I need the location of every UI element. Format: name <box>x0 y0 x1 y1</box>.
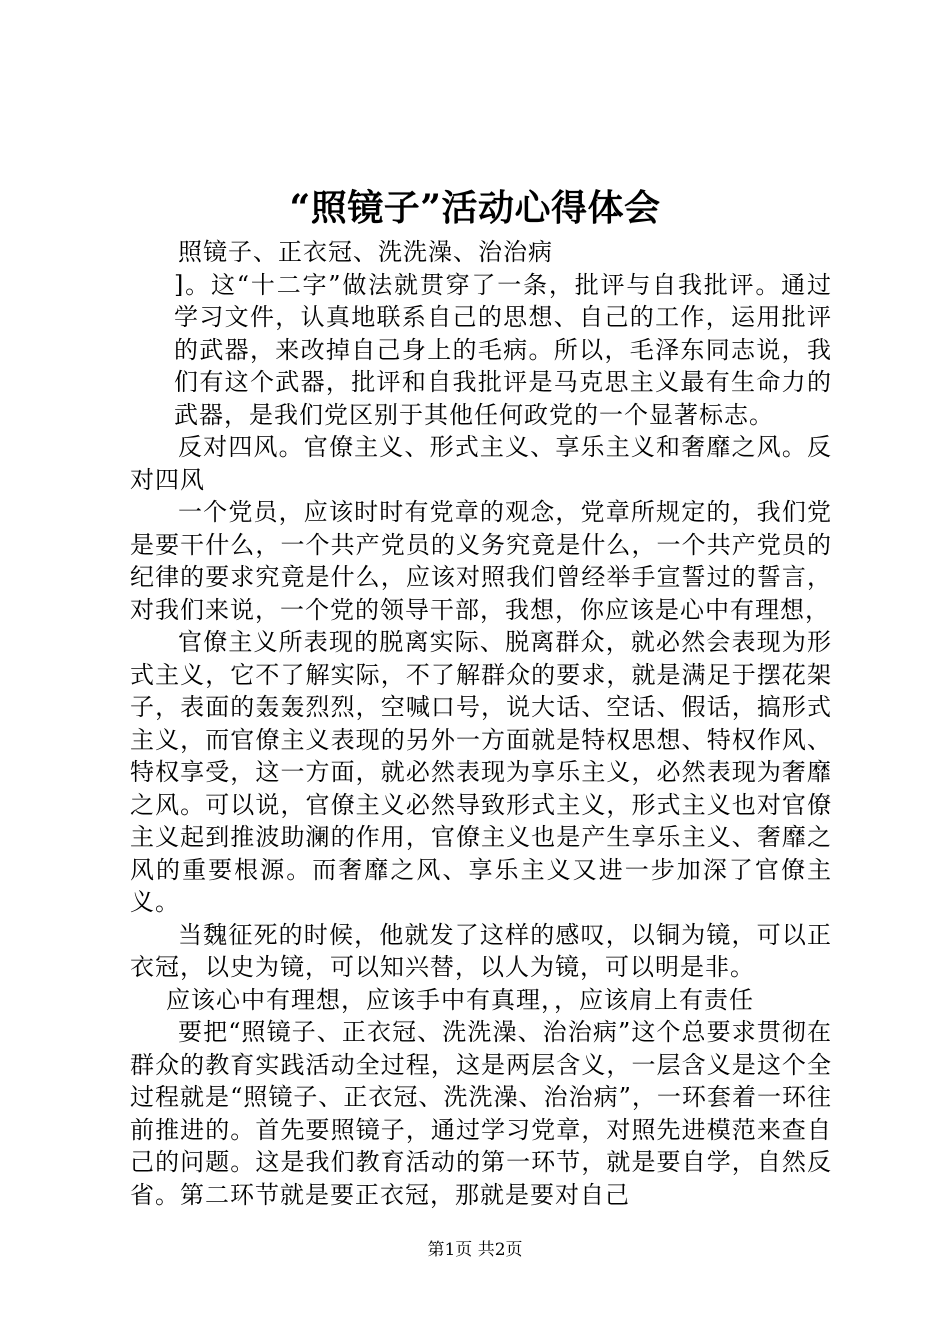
paragraph-7: 应该心中有理想，应该手中有真理，，应该肩上有责任 <box>166 985 754 1014</box>
paragraph-8: 要把“照镜子、正衣冠、洗洗澡、治治病”这个总要求贯彻在群众的教育实践活动全过程，这是两层含义，一层含义是这个全过程就是“照镜子、正衣冠、洗洗澡、治治病”，一环套着一环往前推进的。首先要照镜子，通过学习党章，对照先进模范来查自己的问题。这是我们教育活动的第一环节，就是要自学，自然反省。第二环节就是要正衣冠，那就是要对自己 <box>130 1018 832 1209</box>
paragraph-5: 官僚主义所表现的脱离实际、脱离群众，就必然会表现为形式主义，它不了解实际，不了解群众的要求，就是满足于摆花架子，表面的轰轰烈烈，空喊口号，说大话、空话、假话，搞形式主义，而官僚主义表现的另外一方面就是特权思想、特权作风、特权享受，这一方面，就必然表现为享乐主义，必然表现为奢靡之风。可以说，官僚主义必然导致形式主义，形式主义也对官僚主义起到推波助澜的作用，官僚主义也是产生享乐主义、奢靡之风的重要根源。而奢靡之风、享乐主义又进一步加深了官僚主义。 <box>130 628 832 916</box>
paragraph-6: 当魏征死的时候，他就发了这样的感叹，以铜为镜，可以正衣冠，以史为镜，可以知兴替，以人为镜，可以明是非。 <box>130 920 832 981</box>
paragraph-4: 一个党员，应该时时有党章的观念，党章所规定的，我们党是要干什么，一个共产党员的义务究竟是什么，一个共产党员的纪律的要求究竟是什么，应该对照我们曾经举手宣誓过的誓言，对我们来说，一个党的领导干部，我想，你应该是心中有理想， <box>130 498 832 624</box>
paragraph-3: 反对四风。官僚主义、形式主义、享乐主义和奢靡之风。反对四风 <box>130 433 832 494</box>
page-number: 第1页 共2页 <box>427 1240 523 1260</box>
document-body <box>130 236 832 1211</box>
paragraph-2: ]。这“十二字”做法就贯穿了一条，批评与自我批评。通过学习文件，认真地联系自己的思想、自己的工作，运用批评的武器，来改掉自己身上的毛病。所以，毛泽东同志说，我们有这个武器，批评和自我批评是马克思主义最有生命力的武器，是我们党区别于其他任何政党的一个显著标志。 <box>174 270 832 429</box>
paragraph-1: 照镜子、正衣冠、洗洗澡、治治病 <box>178 238 553 266</box>
document-title: “照镜子”活动心得体会 <box>289 187 661 229</box>
